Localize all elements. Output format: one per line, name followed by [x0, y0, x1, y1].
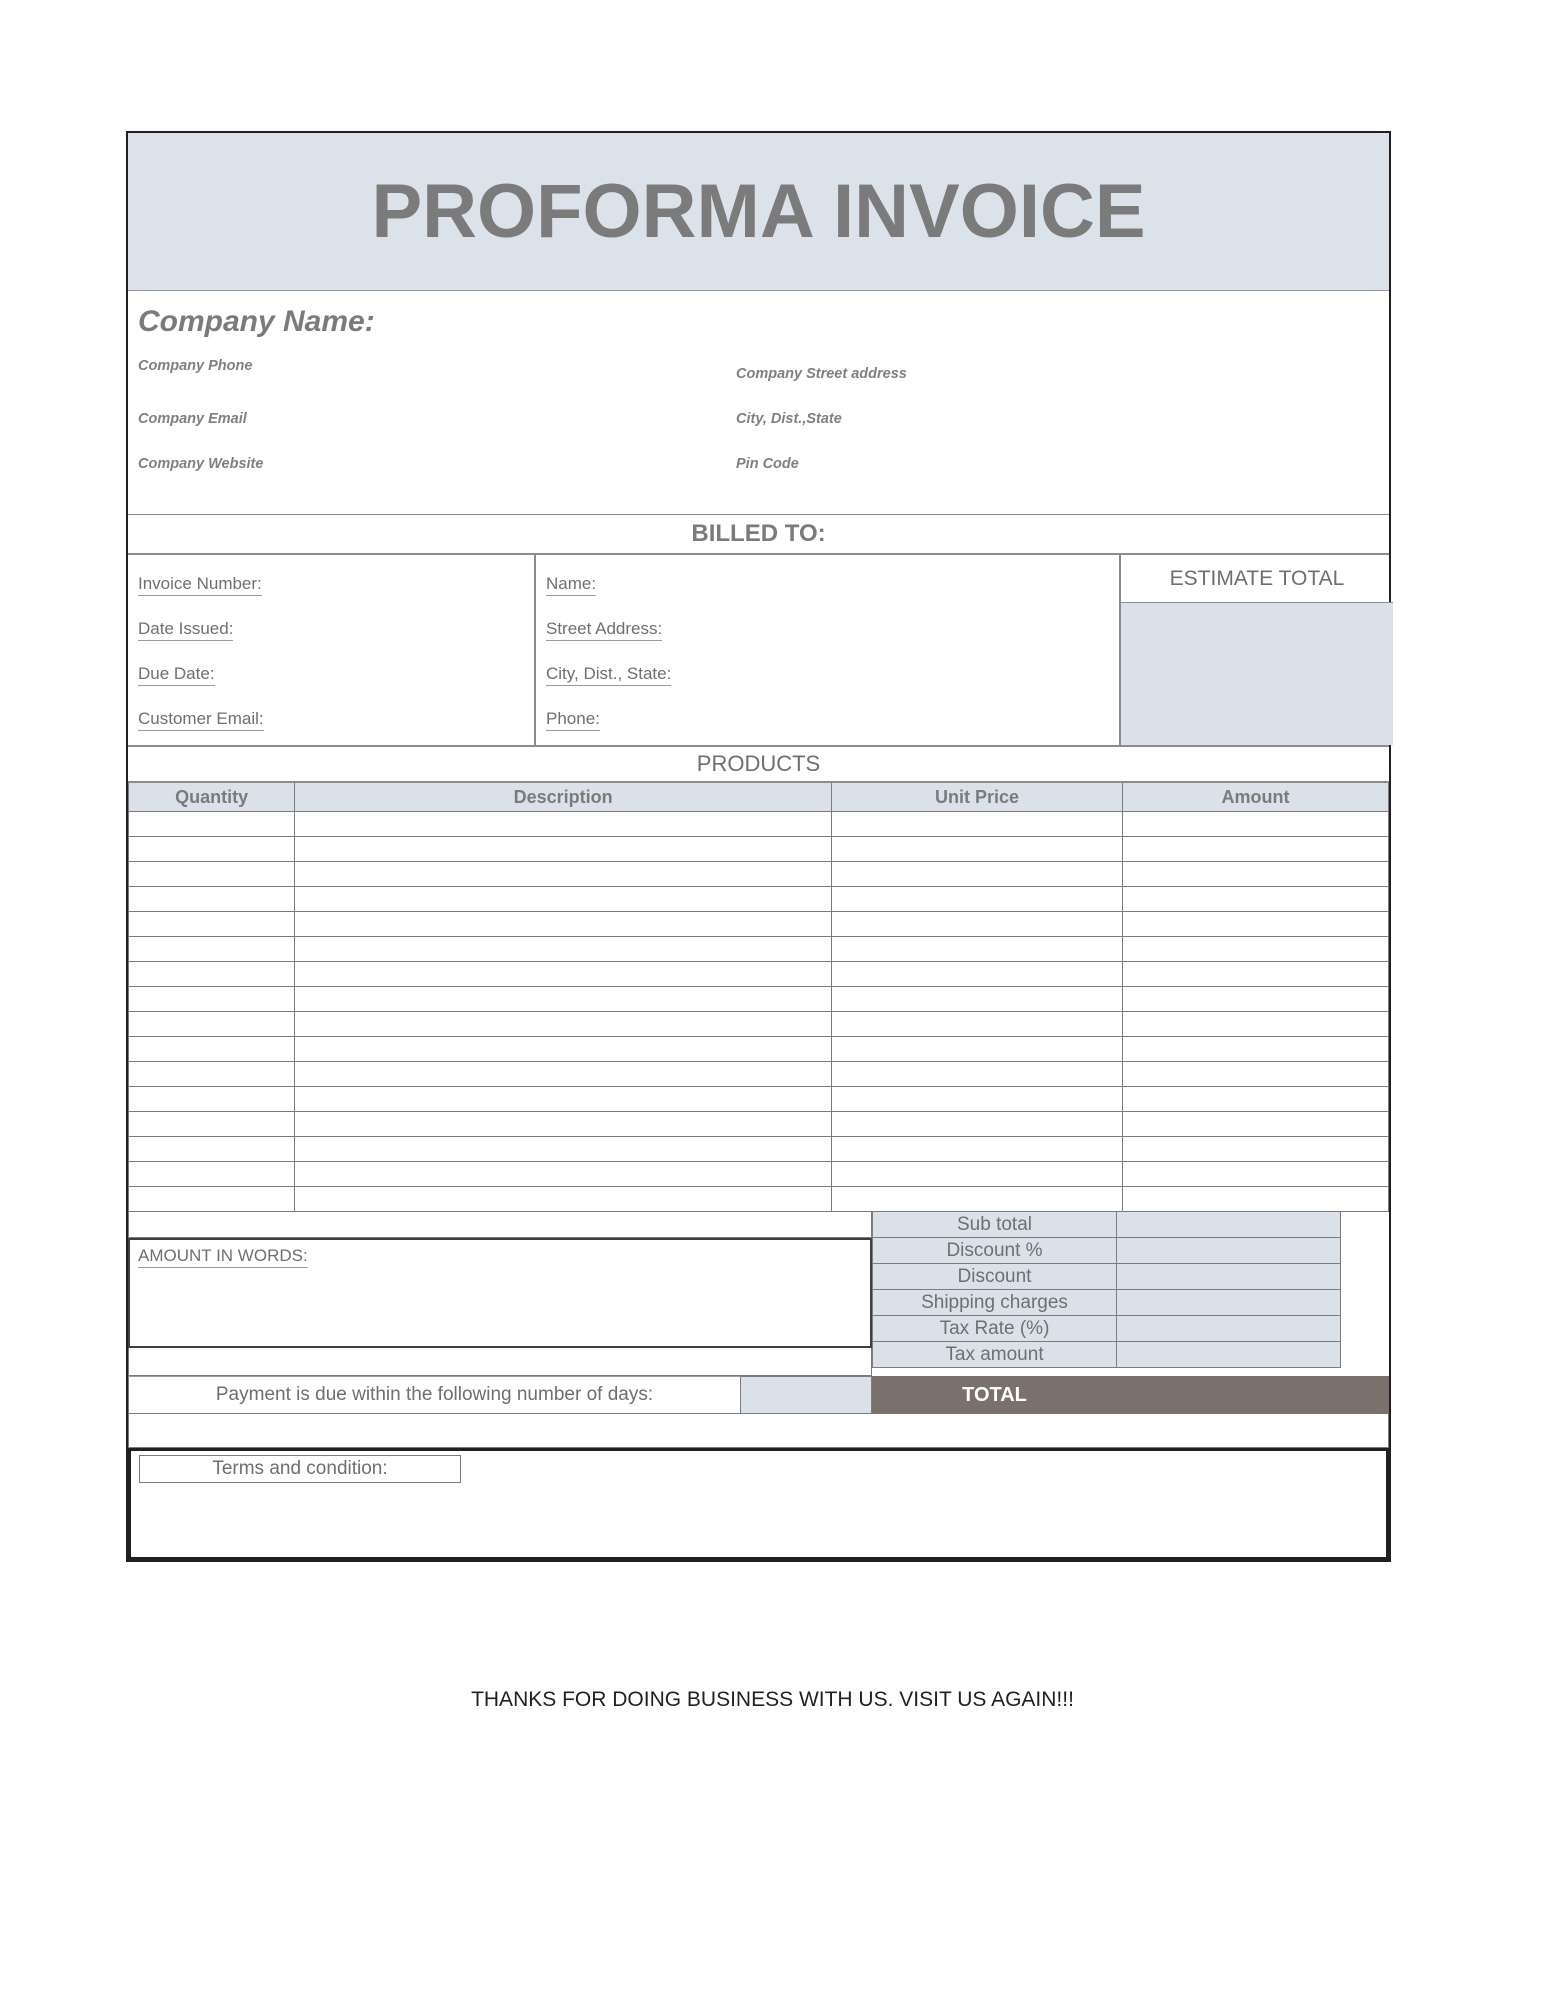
cell-amount[interactable] — [1122, 912, 1388, 937]
cell-unit-price[interactable] — [832, 837, 1123, 862]
payment-due-label: Payment is due within the following number of days: — [128, 1376, 741, 1414]
cell-amount[interactable] — [1122, 1012, 1388, 1037]
table-row — [129, 1037, 1389, 1062]
amount-words-bottom-spacer — [128, 1348, 872, 1376]
company-street-label: Company Street address — [736, 366, 907, 382]
value-tax-rate[interactable] — [1117, 1316, 1341, 1342]
value-discount[interactable] — [1117, 1264, 1341, 1290]
estimate-total-value[interactable] — [1121, 603, 1393, 745]
customer-phone-label: Phone: — [546, 710, 600, 731]
cell-quantity[interactable] — [129, 1162, 295, 1187]
column-header-description: Description — [295, 783, 832, 812]
table-row — [129, 1137, 1389, 1162]
cell-description[interactable] — [295, 1112, 832, 1137]
customer-city-label: City, Dist., State: — [546, 665, 671, 686]
cell-amount[interactable] — [1122, 1062, 1388, 1087]
cell-quantity[interactable] — [129, 987, 295, 1012]
billing-details — [128, 555, 1389, 747]
cell-unit-price[interactable] — [832, 1187, 1123, 1212]
table-row — [129, 887, 1389, 912]
summary-row-tax-rate — [872, 1316, 1341, 1342]
cell-unit-price[interactable] — [832, 812, 1123, 837]
cell-quantity[interactable] — [129, 1062, 295, 1087]
cell-amount[interactable] — [1122, 887, 1388, 912]
cell-amount[interactable] — [1122, 987, 1388, 1012]
cell-description[interactable] — [295, 862, 832, 887]
cell-unit-price[interactable] — [832, 937, 1123, 962]
label-sub-total: Sub total — [872, 1212, 1117, 1238]
column-header-amount: Amount — [1122, 783, 1388, 812]
products-table-body — [129, 812, 1389, 1212]
cell-quantity[interactable] — [129, 862, 295, 887]
cell-quantity[interactable] — [129, 1087, 295, 1112]
cell-quantity[interactable] — [129, 1187, 295, 1212]
table-row — [129, 1012, 1389, 1037]
date-issued-label: Date Issued: — [138, 620, 233, 641]
cell-amount[interactable] — [1122, 1187, 1388, 1212]
cell-quantity[interactable] — [129, 1037, 295, 1062]
cell-quantity[interactable] — [129, 912, 295, 937]
payment-due-input[interactable] — [741, 1376, 872, 1414]
cell-unit-price[interactable] — [832, 962, 1123, 987]
column-header-quantity: Quantity — [129, 783, 295, 812]
label-discount-percent: Discount % — [872, 1238, 1117, 1264]
company-phone-label: Company Phone — [138, 358, 253, 374]
cell-description[interactable] — [295, 912, 832, 937]
summary-right-stack — [872, 1238, 1341, 1376]
cell-quantity[interactable] — [129, 937, 295, 962]
footer-message: THANKS FOR DOING BUSINESS WITH US. VISIT US AGAIN!!! — [471, 1688, 1074, 1711]
table-row — [129, 812, 1389, 837]
value-shipping-charges[interactable] — [1117, 1290, 1341, 1316]
summary-body-row — [128, 1238, 1389, 1376]
company-info-block — [128, 291, 1389, 515]
bottom-gap-row — [128, 1414, 1389, 1448]
summary-row-discount-percent — [872, 1238, 1341, 1264]
cell-description[interactable] — [295, 1012, 832, 1037]
customer-name-label: Name: — [546, 575, 596, 596]
table-row — [129, 1062, 1389, 1087]
products-title: PRODUCTS — [696, 751, 821, 776]
amount-words-spacer — [128, 1212, 872, 1238]
cell-description[interactable] — [295, 1187, 832, 1212]
table-row — [129, 962, 1389, 987]
amount-in-words-label: AMOUNT IN WORDS: — [138, 1246, 308, 1268]
label-discount: Discount — [872, 1264, 1117, 1290]
cell-unit-price[interactable] — [832, 1137, 1123, 1162]
cell-amount[interactable] — [1122, 1037, 1388, 1062]
label-tax-rate: Tax Rate (%) — [872, 1316, 1117, 1342]
due-date-label: Due Date: — [138, 665, 215, 686]
company-website-label: Company Website — [138, 456, 264, 472]
table-row — [129, 1112, 1389, 1137]
cell-description[interactable] — [295, 1062, 832, 1087]
billed-to-header — [128, 515, 1389, 555]
estimate-total-header — [1121, 555, 1393, 603]
cell-amount[interactable] — [1122, 1137, 1388, 1162]
cell-unit-price[interactable] — [832, 1062, 1123, 1087]
products-table-header-row — [129, 783, 1389, 812]
cell-amount[interactable] — [1122, 1112, 1388, 1137]
company-pincode-label: Pin Code — [736, 456, 799, 472]
terms-and-conditions-box[interactable] — [128, 1448, 1389, 1560]
customer-street-label: Street Address: — [546, 620, 662, 641]
cell-unit-price[interactable] — [832, 1037, 1123, 1062]
summary-row-subtotal — [128, 1212, 1389, 1238]
cell-unit-price[interactable] — [832, 1162, 1123, 1187]
cell-description[interactable] — [295, 1162, 832, 1187]
cell-unit-price[interactable] — [832, 862, 1123, 887]
amount-in-words-container — [128, 1238, 872, 1376]
cell-quantity[interactable] — [129, 1112, 295, 1137]
table-row — [129, 937, 1389, 962]
cell-unit-price[interactable] — [832, 887, 1123, 912]
invoice-details-column — [128, 555, 534, 745]
total-label: TOTAL — [962, 1383, 1027, 1406]
cell-quantity[interactable] — [129, 962, 295, 987]
cell-description[interactable] — [295, 987, 832, 1012]
table-row — [129, 1162, 1389, 1187]
company-name-label: Company Name: — [138, 305, 375, 338]
cell-description[interactable] — [295, 812, 832, 837]
cell-description[interactable] — [295, 1137, 832, 1162]
cell-amount[interactable] — [1122, 1162, 1388, 1187]
cell-unit-price[interactable] — [832, 1087, 1123, 1112]
table-row — [129, 987, 1389, 1012]
amount-in-words-box[interactable] — [128, 1238, 872, 1348]
products-header — [128, 747, 1389, 783]
cell-quantity[interactable] — [129, 812, 295, 837]
products-table — [128, 783, 1389, 1212]
table-row — [129, 1187, 1389, 1212]
total-row — [128, 1376, 1389, 1414]
cell-unit-price[interactable] — [832, 912, 1123, 937]
page-title: PROFORMA INVOICE — [371, 168, 1146, 254]
cell-unit-price[interactable] — [832, 1012, 1123, 1037]
cell-unit-price[interactable] — [832, 1112, 1123, 1137]
terms-label: Terms and condition: — [139, 1455, 461, 1483]
value-discount-percent[interactable] — [1117, 1238, 1341, 1264]
summary-section — [128, 1212, 1389, 1448]
cell-quantity[interactable] — [129, 1137, 295, 1162]
label-tax-amount: Tax amount — [872, 1342, 1117, 1368]
cell-amount[interactable] — [1122, 1087, 1388, 1112]
customer-details-column — [534, 555, 1119, 745]
customer-email-label: Customer Email: — [138, 710, 264, 731]
label-shipping-charges: Shipping charges — [872, 1290, 1117, 1316]
value-sub-total[interactable] — [1117, 1212, 1341, 1238]
estimate-total-label: ESTIMATE TOTAL — [1169, 566, 1345, 590]
billed-to-title: BILLED TO: — [691, 520, 826, 547]
cell-amount[interactable] — [1122, 937, 1388, 962]
invoice-number-label: Invoice Number: — [138, 575, 262, 596]
cell-quantity[interactable] — [129, 887, 295, 912]
cell-description[interactable] — [295, 887, 832, 912]
cell-amount[interactable] — [1122, 812, 1388, 837]
summary-row-shipping — [872, 1290, 1341, 1316]
company-email-label: Company Email — [138, 411, 247, 427]
summary-row-discount — [872, 1264, 1341, 1290]
invoice-document — [126, 131, 1391, 1562]
title-banner — [128, 133, 1389, 291]
column-header-unit-price: Unit Price — [832, 783, 1123, 812]
cell-unit-price[interactable] — [832, 987, 1123, 1012]
cell-quantity[interactable] — [129, 1012, 295, 1037]
estimate-total-column — [1119, 555, 1393, 745]
value-tax-amount[interactable] — [1117, 1342, 1341, 1368]
cell-description[interactable] — [295, 1087, 832, 1112]
cell-quantity[interactable] — [129, 837, 295, 862]
cell-description[interactable] — [295, 1037, 832, 1062]
table-row — [129, 837, 1389, 862]
cell-amount[interactable] — [1122, 962, 1388, 987]
total-bar — [872, 1376, 1389, 1414]
table-row — [129, 862, 1389, 887]
company-city-label: City, Dist.,State — [736, 411, 842, 427]
table-row — [129, 912, 1389, 937]
summary-left-spacer — [128, 1212, 872, 1238]
cell-description[interactable] — [295, 837, 832, 862]
cell-amount[interactable] — [1122, 837, 1388, 862]
cell-amount[interactable] — [1122, 862, 1388, 887]
cell-description[interactable] — [295, 937, 832, 962]
table-row — [129, 1087, 1389, 1112]
cell-description[interactable] — [295, 962, 832, 987]
summary-row-tax-amount — [872, 1342, 1341, 1368]
